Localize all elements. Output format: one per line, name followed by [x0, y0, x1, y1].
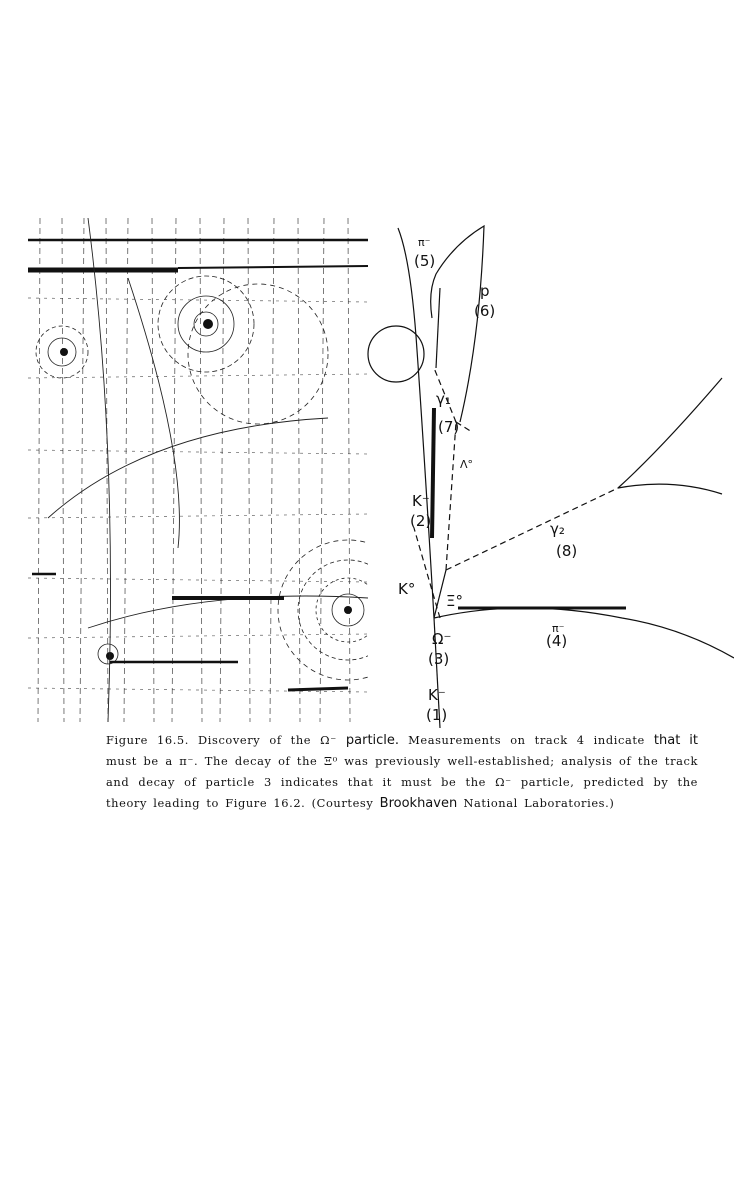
label-gamma2: γ₂ [550, 520, 565, 538]
caption-body-1: Measurements on track 4 indicate [408, 733, 645, 747]
caption-emph-that-it: that it [653, 733, 698, 748]
bubble-chamber-photograph [28, 218, 368, 722]
label-k-minus-1: K⁻ [428, 686, 446, 704]
label-pi-minus-4: π⁻ [552, 622, 565, 635]
caption-emph-brookhaven: Brookhaven [379, 796, 458, 811]
track-omega-minus-3 [434, 570, 446, 618]
label-n4: (4) [546, 632, 568, 650]
track-k-minus-2 [432, 408, 434, 538]
label-p: p [480, 282, 490, 300]
track-pi-minus-5 [398, 228, 434, 618]
label-omega-minus: Ω⁻ [432, 630, 452, 648]
track-gamma2-8 [446, 488, 618, 570]
label-n2: (2) [410, 512, 432, 530]
track-pi-minus-4 [434, 608, 734, 658]
label-n8: (8) [556, 542, 578, 560]
caption-body-3: National Laboratories.) [463, 796, 615, 810]
label-n5: (5) [414, 252, 436, 270]
label-lambda0: Λ° [460, 458, 474, 471]
track-xi0 [446, 422, 456, 570]
caption-lead: Figure 16.5. Discovery of the Ω⁻ [106, 733, 337, 747]
label-xi0: Ξ° [446, 592, 463, 610]
label-n6: (6) [474, 302, 496, 320]
label-n1: (1) [426, 706, 448, 724]
label-n3: (3) [428, 650, 450, 668]
label-k0: K° [398, 580, 416, 598]
track-loop [368, 326, 424, 382]
caption-lead-emph: particle. [345, 733, 400, 748]
track-k0 [414, 528, 440, 618]
label-k-minus-2: K⁻ [412, 492, 430, 510]
figure-caption [106, 730, 698, 814]
label-n7: (7) [438, 418, 460, 436]
label-pi-minus-5: π⁻ [418, 236, 431, 249]
caption-body-2: must be a π⁻. The decay of the Ξ⁰ was previously well-established; analysis of the track and decay of particle 3 indicates that it must be the Ω⁻ particle, predicted by the theory leading to Figure 16.2. (Courtesy [106, 754, 698, 810]
track-interpretation-diagram [362, 218, 734, 728]
label-gamma1: γ₁ [436, 390, 451, 408]
